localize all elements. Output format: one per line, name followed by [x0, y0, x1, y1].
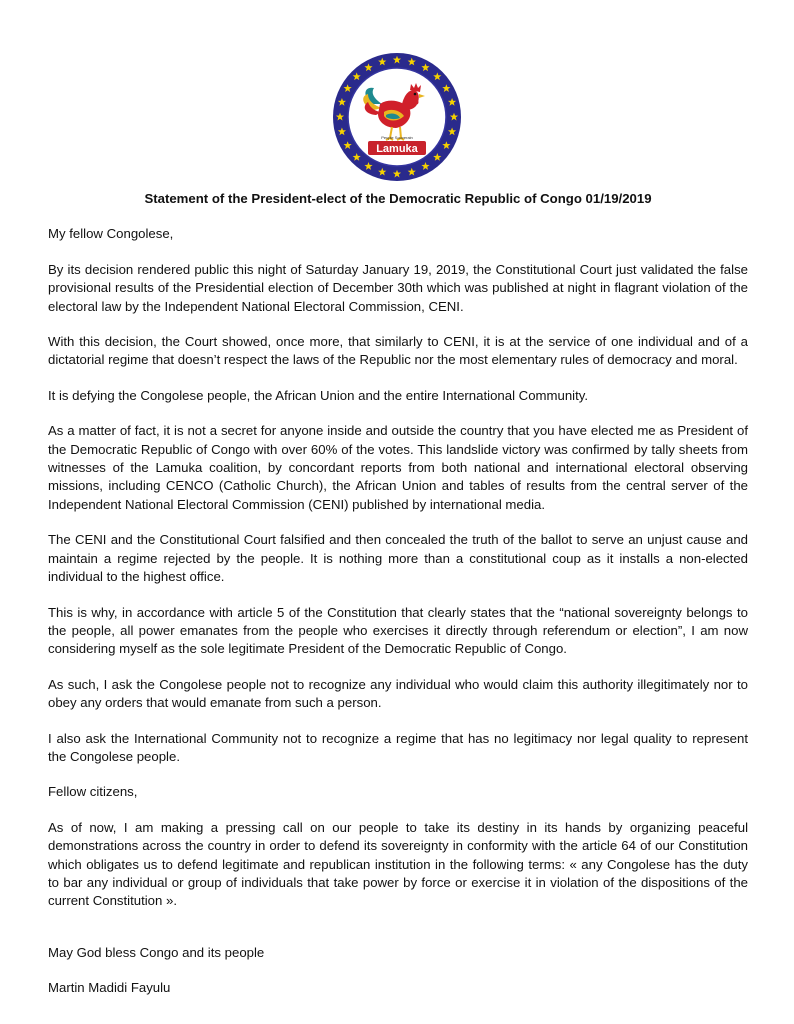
logo-brand-text: Lamuka — [376, 143, 418, 155]
lamuka-emblem — [332, 52, 462, 182]
paragraph-call: As of now, I am making a pressing call on our people to take its destiny in its hands by organizing peaceful demonstrations across the country in order to defend its sovereignty in conformity with the article 64 of our Constitution which obligates us to defend legitimate and republican institution in the following terms: « any Congolese has the duty to bar any individual or group of individuals that take power by force or exercise it in violation of the dispositions of the current Constitution ». — [48, 819, 748, 909]
paragraph-court: With this decision, the Court showed, once more, that similarly to CENI, it is at the service of one individual and of a dictatorial regime that doesn’t respect the laws of the Republic nor the most elementary rules of democracy and moral. — [48, 334, 748, 368]
paragraph-ask-international: I also ask the International Community not to recognize a regime that has no legitimacy nor legal quality to represent the Congolese people. — [48, 730, 748, 764]
paragraph-decision: By its decision rendered public this night of Saturday January 19, 2019, the Constitutional Court just validated the false provisional results of the Presidential election of December 30th which was published at night in flagrant violation of the electoral law by the Independent National Electoral Commission, CENI. — [48, 261, 748, 314]
signature: Martin Madidi Fayulu — [48, 980, 171, 996]
statement-body — [48, 190, 748, 1015]
logo-tagline: Peuple Souverain — [381, 135, 413, 140]
paragraph-falsified: The CENI and the Constitutional Court falsified and then concealed the truth of the ballot to serve an unjust cause and maintain a regime rejected by the people. It is nothing more than a constitutional coup as it installs a non-elected individual to the highest office. — [48, 532, 748, 585]
paragraph-defying: It is defying the Congolese people, the African Union and the entire International Community. — [48, 387, 589, 403]
closing: May God bless Congo and its people — [48, 944, 265, 960]
greeting: My fellow Congolese, — [48, 226, 174, 242]
statement-title: Statement of the President-elect of the Democratic Republic of Congo 01/19/2019 — [144, 191, 652, 206]
lamuka-logo — [332, 52, 462, 182]
paragraph-ask-people: As such, I ask the Congolese people not to recognize any individual who would claim this authority illegitimately nor to obey any orders that would emanate from such a person. — [48, 676, 748, 711]
spacer — [48, 928, 748, 944]
paragraph-victory: As a matter of fact, it is not a secret for anyone inside and outside the country that you have elected me as President of the Democratic Republic of Congo with over 60% of the votes. This landslide victory was confirmed by tally sheets from witnesses of the Lamuka coalition, by concordant reports from both national and international electoral observing missions, including CENCO (Catholic Church), the African Union and tables of results from the central server of the Independent National Electoral Commission (CENI) published by international media. — [48, 423, 748, 512]
paragraph-article-5: This is why, in accordance with article 5 of the Constitution that clearly states that the “national sovereignty belongs to the people, all power emanates from the people who exercises it directly through referendum or election”, I am now considering myself as the sole legitimate President of the Democratic Republic of Congo. — [48, 604, 748, 657]
second-greeting: Fellow citizens, — [48, 784, 138, 800]
